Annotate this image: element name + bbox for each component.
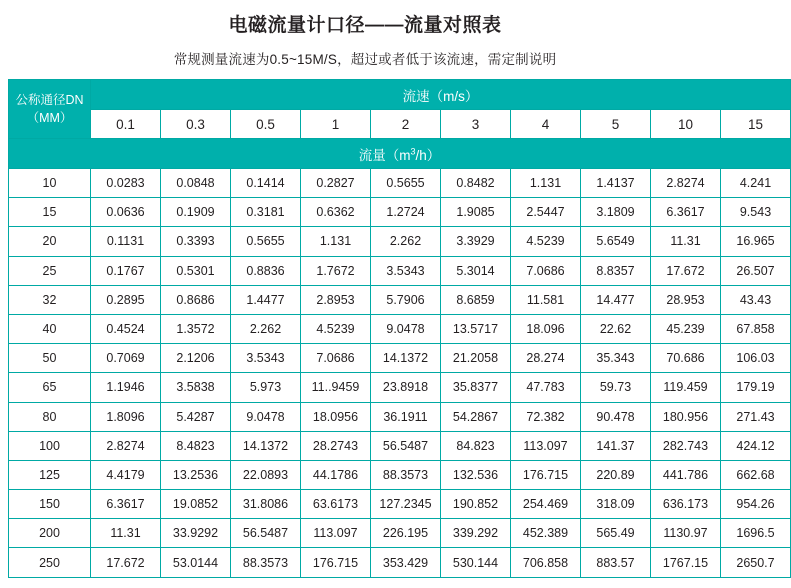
cell-dn: 40 [9,314,91,343]
page-title: 电磁流量计口径——流量对照表 [228,15,502,36]
cell-value: 23.8918 [371,373,441,402]
cell-value: 17.672 [91,548,161,577]
cell-dn: 10 [9,169,91,198]
cell-value: 16.965 [721,227,791,256]
cell-value: 9.0478 [231,402,301,431]
cell-value: 56.5487 [371,431,441,460]
header-row-speed-values [9,110,791,139]
cell-value: 0.2827 [301,169,371,198]
dn-label-line1: 公称通径DN [15,92,84,107]
cell-value: 0.1767 [91,256,161,285]
cell-dn: 50 [9,344,91,373]
header-speed-3: 1 [301,110,371,139]
rate-label-suffix: /h） [415,147,441,163]
cell-value: 59.73 [581,373,651,402]
cell-value: 44.1786 [301,460,371,489]
header-speed-2: 0.5 [231,110,301,139]
cell-value: 70.686 [651,344,721,373]
header-row-speed [9,80,791,110]
cell-value: 14.1372 [371,344,441,373]
header-speed-4: 2 [371,110,441,139]
cell-value: 11.581 [511,285,581,314]
cell-value: 1.131 [511,169,581,198]
cell-value: 127.2345 [371,490,441,519]
header-cell-speed: 流速（m/s） [91,80,791,110]
cell-value: 530.144 [441,548,511,577]
cell-value: 22.62 [581,314,651,343]
cell-value: 565.49 [581,519,651,548]
cell-value: 18.096 [511,314,581,343]
cell-dn: 65 [9,373,91,402]
table-row [9,169,791,198]
cell-value: 11..9459 [301,373,371,402]
cell-value: 0.5655 [371,169,441,198]
header-cell-flow-rate [9,139,791,169]
cell-value: 5.4287 [161,402,231,431]
rate-label-prefix: 流量（m [358,147,411,163]
header-speed-6: 4 [511,110,581,139]
cell-value: 954.26 [721,490,791,519]
cell-value: 31.8086 [231,490,301,519]
table-body [9,169,791,578]
cell-value: 353.429 [371,548,441,577]
cell-value: 0.3393 [161,227,231,256]
table-row [9,256,791,285]
cell-value: 8.6859 [441,285,511,314]
cell-value: 2.5447 [511,198,581,227]
cell-value: 0.5655 [231,227,301,256]
table-row [9,490,791,519]
cell-value: 3.5838 [161,373,231,402]
cell-value: 28.953 [651,285,721,314]
cell-value: 2.1206 [161,344,231,373]
cell-value: 0.0848 [161,169,231,198]
cell-value: 636.173 [651,490,721,519]
cell-value: 43.43 [721,285,791,314]
cell-value: 0.5301 [161,256,231,285]
cell-value: 47.783 [511,373,581,402]
page-subtitle: 常规测量流速为0.5~15M/S，超过或者低于该流速，需定制说明 [173,52,557,67]
table-row [9,314,791,343]
cell-value: 141.37 [581,431,651,460]
cell-value: 0.7069 [91,344,161,373]
cell-value: 6.3617 [651,198,721,227]
cell-value: 662.68 [721,460,791,489]
cell-value: 176.715 [301,548,371,577]
cell-value: 7.0686 [511,256,581,285]
header-cell-dn [9,80,91,139]
cell-value: 36.1911 [371,402,441,431]
header-speed-8: 10 [651,110,721,139]
cell-value: 0.6362 [301,198,371,227]
cell-value: 132.536 [441,460,511,489]
cell-value: 3.3929 [441,227,511,256]
cell-value: 88.3573 [231,548,301,577]
cell-value: 706.858 [511,548,581,577]
cell-value: 88.3573 [371,460,441,489]
cell-value: 3.5343 [231,344,301,373]
cell-value: 28.274 [511,344,581,373]
header-row-rate [9,139,791,169]
table-row [9,548,791,577]
cell-value: 179.19 [721,373,791,402]
cell-value: 2.262 [371,227,441,256]
cell-value: 883.57 [581,548,651,577]
cell-value: 1696.5 [721,519,791,548]
cell-value: 56.5487 [231,519,301,548]
cell-value: 14.477 [581,285,651,314]
cell-value: 1.1946 [91,373,161,402]
table-row [9,431,791,460]
cell-value: 35.343 [581,344,651,373]
cell-value: 5.973 [231,373,301,402]
cell-value: 226.195 [371,519,441,548]
cell-value: 11.31 [651,227,721,256]
cell-value: 190.852 [441,490,511,519]
cell-value: 4.241 [721,169,791,198]
cell-value: 90.478 [581,402,651,431]
cell-value: 1.4477 [231,285,301,314]
cell-value: 0.1909 [161,198,231,227]
cell-value: 254.469 [511,490,581,519]
table-row [9,227,791,256]
cell-dn: 80 [9,402,91,431]
cell-value: 5.6549 [581,227,651,256]
cell-value: 11.31 [91,519,161,548]
cell-value: 2.262 [231,314,301,343]
cell-value: 2.8274 [91,431,161,460]
table-row [9,198,791,227]
cell-value: 4.5239 [511,227,581,256]
table-row [9,285,791,314]
cell-value: 1.131 [301,227,371,256]
cell-value: 1767.15 [651,548,721,577]
flow-comparison-table [8,79,791,578]
cell-dn: 250 [9,548,91,577]
cell-value: 19.0852 [161,490,231,519]
table-header [9,80,791,169]
cell-value: 8.8357 [581,256,651,285]
cell-value: 4.4179 [91,460,161,489]
cell-value: 0.1131 [91,227,161,256]
cell-value: 28.2743 [301,431,371,460]
cell-value: 0.1414 [231,169,301,198]
table-row [9,373,791,402]
cell-value: 1.8096 [91,402,161,431]
cell-value: 72.382 [511,402,581,431]
table-row [9,344,791,373]
cell-value: 9.543 [721,198,791,227]
cell-value: 22.0893 [231,460,301,489]
cell-value: 106.03 [721,344,791,373]
table-row [9,519,791,548]
cell-value: 1.4137 [581,169,651,198]
cell-value: 21.2058 [441,344,511,373]
cell-value: 35.8377 [441,373,511,402]
cell-value: 17.672 [651,256,721,285]
cell-value: 9.0478 [371,314,441,343]
cell-value: 113.097 [511,431,581,460]
cell-dn: 15 [9,198,91,227]
cell-value: 13.2536 [161,460,231,489]
cell-value: 1.9085 [441,198,511,227]
cell-value: 8.4823 [161,431,231,460]
header-speed-7: 5 [581,110,651,139]
cell-value: 54.2867 [441,402,511,431]
cell-value: 318.09 [581,490,651,519]
cell-value: 2650.7 [721,548,791,577]
cell-value: 53.0144 [161,548,231,577]
cell-value: 3.1809 [581,198,651,227]
cell-value: 18.0956 [301,402,371,431]
cell-value: 0.0636 [91,198,161,227]
cell-value: 2.8953 [301,285,371,314]
cell-value: 7.0686 [301,344,371,373]
cell-value: 67.858 [721,314,791,343]
header-speed-5: 3 [441,110,511,139]
cell-value: 5.3014 [441,256,511,285]
cell-value: 0.8482 [441,169,511,198]
cell-value: 14.1372 [231,431,301,460]
rate-label-sup: 3 [410,146,416,156]
cell-value: 13.5717 [441,314,511,343]
cell-value: 282.743 [651,431,721,460]
cell-dn: 200 [9,519,91,548]
cell-value: 441.786 [651,460,721,489]
cell-value: 339.292 [441,519,511,548]
table-row [9,402,791,431]
header-speed-1: 0.3 [161,110,231,139]
cell-value: 0.2895 [91,285,161,314]
cell-value: 33.9292 [161,519,231,548]
cell-value: 271.43 [721,402,791,431]
cell-value: 119.459 [651,373,721,402]
header-speed-0: 0.1 [91,110,161,139]
cell-dn: 20 [9,227,91,256]
cell-value: 84.823 [441,431,511,460]
cell-value: 0.0283 [91,169,161,198]
cell-dn: 125 [9,460,91,489]
cell-value: 424.12 [721,431,791,460]
cell-value: 63.6173 [301,490,371,519]
cell-value: 452.389 [511,519,581,548]
table-row [9,460,791,489]
header-speed-9: 15 [721,110,791,139]
cell-value: 26.507 [721,256,791,285]
cell-dn: 32 [9,285,91,314]
cell-value: 5.7906 [371,285,441,314]
cell-dn: 150 [9,490,91,519]
cell-value: 3.5343 [371,256,441,285]
cell-value: 1.7672 [301,256,371,285]
cell-value: 0.8686 [161,285,231,314]
cell-value: 176.715 [511,460,581,489]
cell-value: 0.3181 [231,198,301,227]
cell-value: 6.3617 [91,490,161,519]
cell-value: 4.5239 [301,314,371,343]
cell-value: 0.4524 [91,314,161,343]
cell-value: 220.89 [581,460,651,489]
cell-value: 0.8836 [231,256,301,285]
cell-value: 45.239 [651,314,721,343]
cell-dn: 100 [9,431,91,460]
cell-value: 2.8274 [651,169,721,198]
cell-value: 1130.97 [651,519,721,548]
cell-dn: 25 [9,256,91,285]
cell-value: 180.956 [651,402,721,431]
dn-label-line2: （MM） [26,111,73,125]
cell-value: 113.097 [301,519,371,548]
cell-value: 1.3572 [161,314,231,343]
cell-value: 1.2724 [371,198,441,227]
